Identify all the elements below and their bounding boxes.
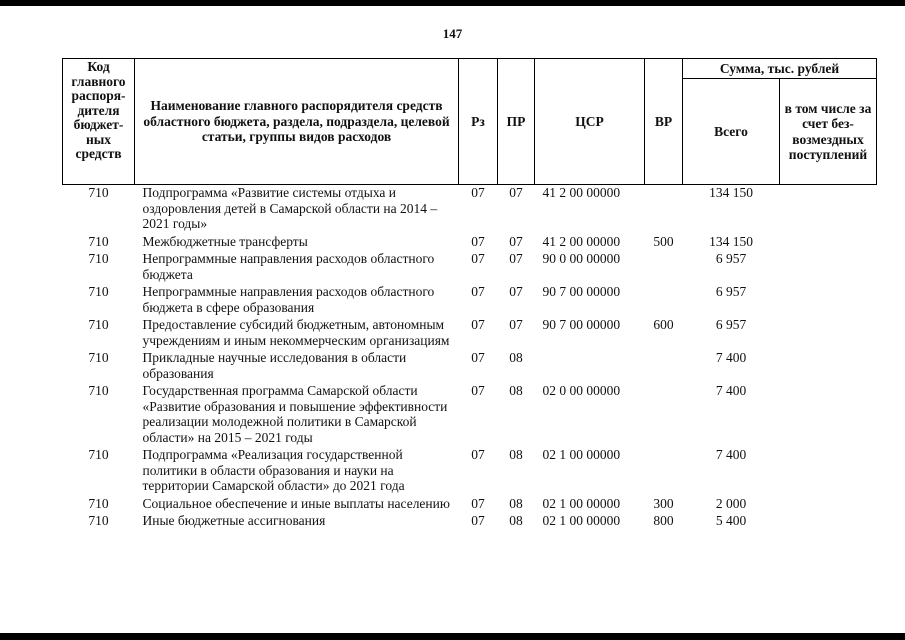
- header-name: Наименование главного распорядителя средств областного бюджета, раздела, подраздела, целевой статьи, группы видов расходов: [135, 59, 459, 185]
- cell-code: 710: [88, 317, 109, 332]
- cell-total: 6 957: [715, 251, 747, 266]
- cell-csr: 02 1 00 00000: [542, 495, 621, 511]
- table-row: [63, 185, 877, 234]
- cell-code: 710: [88, 185, 109, 200]
- cell-total: 7 400: [715, 350, 747, 365]
- table-header: [63, 59, 877, 185]
- table-row: [63, 350, 877, 383]
- cell-free: [780, 383, 877, 447]
- cell-pr: 08: [509, 447, 523, 462]
- header-pr: ПР: [498, 59, 535, 185]
- cell-code: 710: [88, 495, 109, 511]
- table-row: [63, 234, 877, 252]
- cell-total: 5 400: [715, 513, 747, 528]
- cell-vr: [645, 284, 683, 317]
- cell-rz: 07: [471, 185, 485, 200]
- top-border-bar: [0, 0, 905, 6]
- cell-pr: 07: [509, 185, 523, 200]
- cell-total: 7 400: [715, 447, 747, 462]
- header-total: Всего: [683, 79, 780, 185]
- table-row: [63, 284, 877, 317]
- cell-name: Непрограммные направления расходов областного бюджета: [142, 251, 435, 282]
- cell-vr: [645, 350, 683, 383]
- cell-vr: 300: [653, 495, 674, 511]
- cell-rz: 07: [471, 284, 485, 299]
- cell-csr: [535, 350, 645, 383]
- cell-total: 6 957: [715, 284, 747, 299]
- cell-free: [780, 513, 877, 531]
- cell-code: 710: [88, 233, 109, 249]
- cell-total: 134 150: [709, 233, 753, 249]
- cell-rz: 07: [471, 317, 485, 332]
- budget-table: [62, 58, 877, 531]
- cell-free: [780, 350, 877, 383]
- cell-vr: 600: [653, 317, 674, 332]
- cell-rz: 07: [471, 383, 485, 398]
- cell-code: 710: [88, 251, 109, 266]
- cell-total: 7 400: [715, 383, 747, 398]
- cell-pr: 07: [509, 251, 523, 266]
- cell-pr: 07: [509, 233, 523, 249]
- table-row: [63, 251, 877, 284]
- header-free: в том числе за счет без-возмездных поступлений: [780, 79, 877, 185]
- cell-free: [780, 251, 877, 284]
- cell-rz: 07: [471, 513, 485, 528]
- cell-code: 710: [88, 513, 109, 528]
- header-code: Код главного распоря-дителя бюджет-ных средств: [63, 59, 135, 185]
- cell-name: Социальное обеспечение и иные выплаты населению: [142, 495, 450, 511]
- table-body: [63, 185, 877, 531]
- cell-csr: 02 1 00 00000: [542, 513, 621, 528]
- cell-total: 2 000: [715, 495, 747, 511]
- cell-pr: 08: [509, 495, 523, 511]
- table-row: [63, 513, 877, 531]
- cell-csr: 41 2 00 00000: [542, 233, 621, 249]
- cell-rz: 07: [471, 251, 485, 266]
- table-row: [63, 317, 877, 350]
- cell-csr: 90 7 00 00000: [542, 284, 621, 299]
- cell-name: Подпрограмма «Реализация государственной политики в области образования и науки на территории Самарской области» до 2021 года: [142, 447, 405, 493]
- header-csr: ЦСР: [535, 59, 645, 185]
- cell-name: Межбюджетные трансферты: [142, 233, 308, 249]
- cell-name: Непрограммные направления расходов областного бюджета в сфере образования: [142, 284, 435, 315]
- cell-name: Государственная программа Самарской области «Развитие образования и повышение эффективности реализации молодежной политики в Самарской области» на 2015 – 2021 годы: [142, 383, 448, 445]
- table-row: [63, 383, 877, 447]
- cell-total: 6 957: [715, 317, 747, 332]
- cell-csr: 02 0 00 00000: [542, 383, 621, 398]
- header-rz: Рз: [459, 59, 498, 185]
- table-row: [63, 496, 877, 514]
- cell-vr: [645, 447, 683, 496]
- page-number: 147: [442, 26, 463, 41]
- cell-vr: [645, 383, 683, 447]
- cell-free: [780, 447, 877, 496]
- cell-name: Подпрограмма «Развитие системы отдыха и оздоровления детей в Самарской области на 2014 – 2021 годы»: [142, 185, 438, 231]
- cell-rz: 07: [471, 447, 485, 462]
- cell-rz: 07: [471, 495, 485, 511]
- cell-pr: 07: [509, 284, 523, 299]
- bottom-border-bar: [0, 633, 905, 640]
- cell-free: [780, 317, 877, 350]
- cell-code: 710: [88, 383, 109, 398]
- cell-free: [780, 284, 877, 317]
- cell-pr: 08: [509, 513, 523, 528]
- cell-code: 710: [88, 350, 109, 365]
- cell-free: [780, 496, 877, 514]
- cell-name: Прикладные научные исследования в области образования: [142, 350, 407, 381]
- cell-vr: 800: [653, 513, 674, 528]
- cell-total: 134 150: [709, 185, 753, 200]
- cell-vr: 500: [653, 233, 674, 249]
- cell-vr: [645, 185, 683, 234]
- cell-code: 710: [88, 447, 109, 462]
- cell-csr: 41 2 00 00000: [542, 185, 621, 200]
- cell-code: 710: [88, 284, 109, 299]
- cell-name: Предоставление субсидий бюджетным, автономным учреждениям и иным некоммерческим организациям: [142, 317, 450, 348]
- cell-pr: 08: [509, 383, 523, 398]
- cell-free: [780, 234, 877, 252]
- cell-csr: 02 1 00 00000: [542, 447, 621, 462]
- cell-csr: 90 0 00 00000: [542, 251, 621, 266]
- header-sum: Сумма, тыс. рублей: [683, 59, 877, 79]
- cell-pr: 08: [509, 350, 523, 365]
- cell-rz: 07: [471, 350, 485, 365]
- header-vr: ВР: [645, 59, 683, 185]
- cell-pr: 07: [509, 317, 523, 332]
- cell-csr: 90 7 00 00000: [542, 317, 621, 332]
- cell-vr: [645, 251, 683, 284]
- cell-name: Иные бюджетные ассигнования: [142, 513, 326, 528]
- cell-rz: 07: [471, 233, 485, 249]
- table-row: [63, 447, 877, 496]
- cell-free: [780, 185, 877, 234]
